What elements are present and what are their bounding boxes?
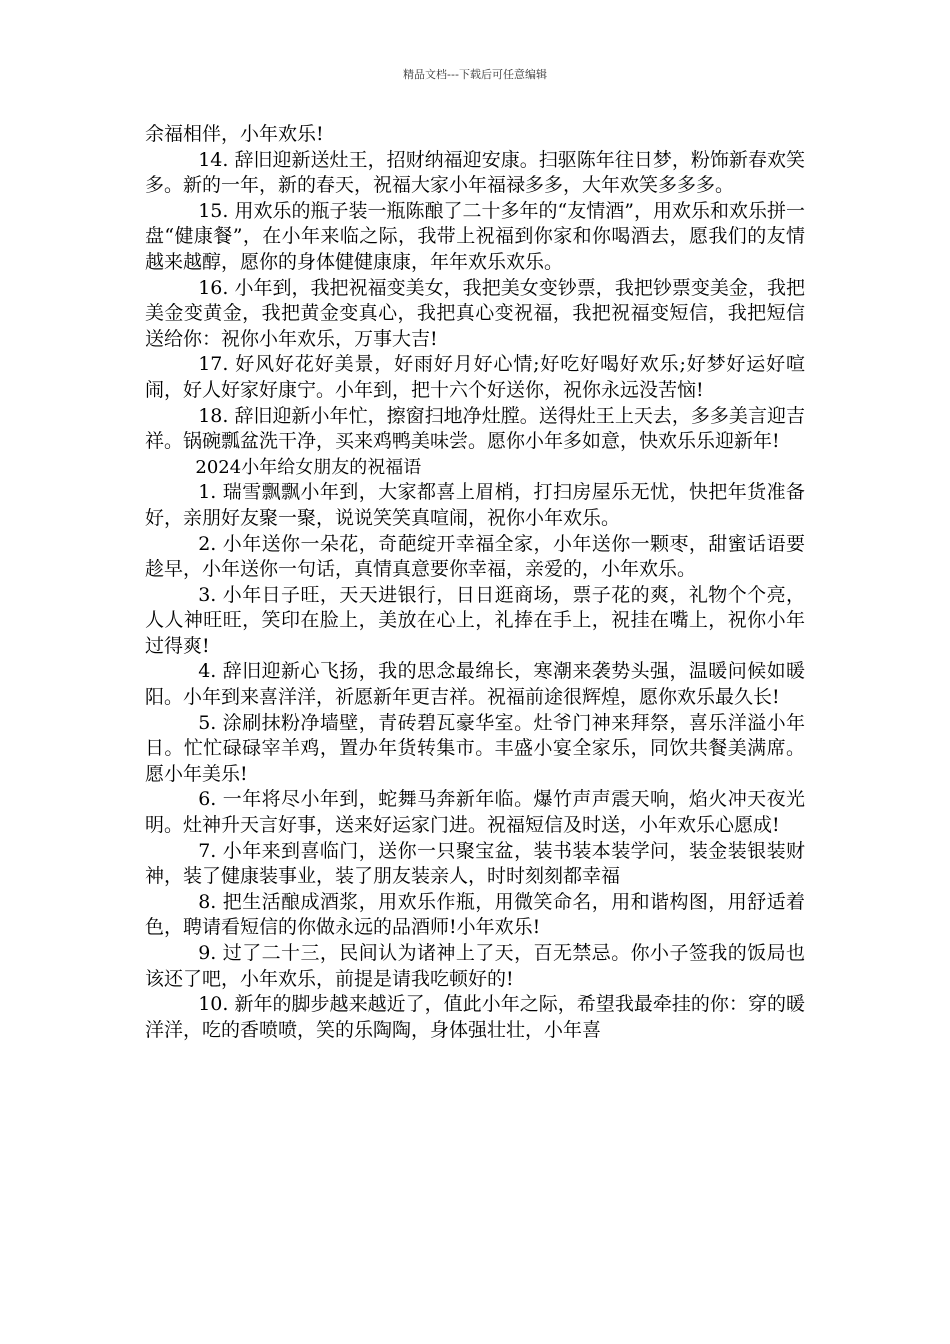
section-heading: 2024小年给女朋友的祝福语 (195, 456, 422, 478)
list-item: 9. 过了二十三，民间认为诸神上了天，百无禁忌。你小子签我的饭局也该还了吧，小年欢乐，前提是请我吃顿好的! (145, 942, 805, 990)
list-item: 15. 用欢乐的瓶子装一瓶陈酿了二十多年的“友情酒”，用欢乐和欢乐拼一盘“健康餐”，在小年来临之际，我带上祝福到你家和你喝酒去，愿我们的友情越来越醇，愿你的身体健健康康，年年欢乐欢乐。 (145, 199, 805, 273)
list-item: 18. 辞旧迎新小年忙，擦窗扫地净灶膛。送得灶王上天去，多多美言迎吉祥。锅碗瓢盆洗干净，买来鸡鸭美味尝。愿你小年多如意，快欢乐乐迎新年! (145, 404, 805, 453)
list-item: 2. 小年送你一朵花，奇葩绽开幸福全家，小年送你一颗枣，甜蜜话语要趁早，小年送你一句话，真情真意要你幸福，亲爱的，小年欢乐。 (145, 532, 805, 581)
list-item: 17. 好风好花好美景，好雨好月好心情;好吃好喝好欢乐;好梦好运好喧闹，好人好家好康宁。小年到，把十六个好送你，祝你永远没苦恼! (145, 353, 805, 401)
list-item: 4. 辞旧迎新心飞扬，我的思念最绵长，寒潮来袭势头强，温暖问候如暖阳。小年到来喜洋洋，祈愿新年更吉祥。祝福前途很辉煌，愿你欢乐最久长! (145, 660, 805, 709)
list-item: 8. 把生活酿成酒浆，用欢乐作瓶，用微笑命名，用和谐构图，用舒适着色，聘请看短信的你做永远的品酒师!小年欢乐! (145, 890, 805, 939)
list-item: 16. 小年到，我把祝福变美女，我把美女变钞票，我把钞票变美金，我把美金变黄金，我把黄金变真心，我把真心变祝福，我把祝福变短信，我把短信送给你：祝你小年欢乐，万事大吉! (145, 276, 805, 350)
list-item: 3. 小年日子旺，天天进银行，日日逛商场，票子花的爽，礼物个个亮，人人神旺旺，笑印在脸上，美放在心上，礼捧在手上，祝挂在嘴上，祝你小年过得爽! (145, 583, 805, 657)
list-item: 14. 辞旧迎新送灶王，招财纳福迎安康。扫驱陈年往日梦，粉饰新春欢笑多。新的一年，新的春天，祝福大家小年福禄多多，大年欢笑多多多。 (145, 148, 805, 197)
list-item: 7. 小年来到喜临门，送你一只聚宝盆，装书装本装学问，装金装银装财神，装了健康装事业，装了朋友装亲人，时时刻刻都幸福 (145, 839, 805, 888)
list-item: 5. 涂刷抹粉净墙壁，青砖碧瓦豪华室。灶爷门神来拜祭，喜乐洋溢小年日。忙忙碌碌宰羊鸡，置办年货转集市。丰盛小宴全家乐，同饮共餐美满席。愿小年美乐! (145, 711, 805, 785)
list-item: 1. 瑞雪飘飘小年到，大家都喜上眉梢，打扫房屋乐无忧，快把年货准备好，亲朋好友聚一聚，说说笑笑真喧闹，祝你小年欢乐。 (145, 481, 805, 529)
page-header: 精品文档---下载后可任意编辑 (403, 68, 547, 81)
intro-paragraph: 余福相伴，小年欢乐! (145, 123, 324, 145)
list-item: 10. 新年的脚步越来越近了，值此小年之际，希望我最牵挂的你：穿的暖洋洋，吃的香喷喷，笑的乐陶陶，身体强壮壮，小年喜 (145, 993, 805, 1041)
document-body (145, 122, 805, 1043)
list-item: 6. 一年将尽小年到，蛇舞马奔新年临。爆竹声声震天响，焰火冲天夜光明。灶神升天言好事，送来好运家门进。祝福短信及时送，小年欢乐心愿成! (145, 788, 805, 837)
